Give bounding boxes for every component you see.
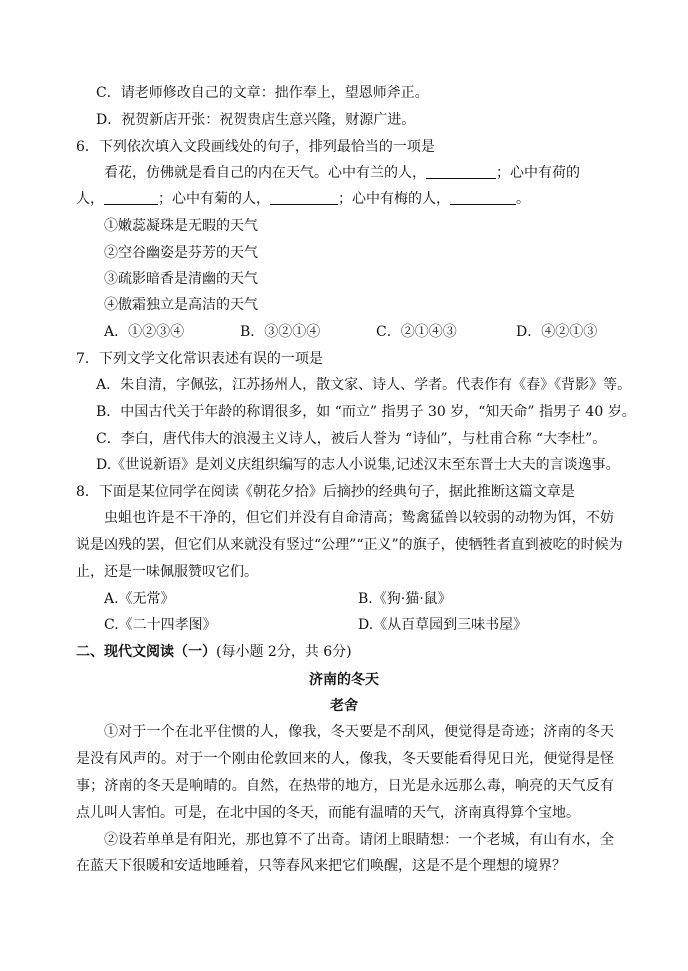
q6-stem: 6．下列依次填入文段画线处的句子，排列最恰当的一项是	[76, 139, 435, 155]
q6-passage-text: 看花，仿佛就是看自己的内在天气。心中有兰的人，	[104, 165, 426, 181]
q6-passage-text: ；心中有荷的	[496, 165, 580, 181]
q8-option-c: C.《二十四孝图》	[104, 617, 217, 633]
q6-passage-text: 人，	[76, 191, 104, 207]
q6-item: ②空谷幽姿是芬芳的天气	[104, 245, 258, 261]
q7-option-a: A．朱自清，字佩弦，江苏扬州人，散文家、诗人、学者。代表作有《春》《背影》等。	[96, 377, 632, 393]
q6-passage-line-2	[76, 186, 530, 213]
q8-option-b: B.《狗·猫·鼠》	[358, 591, 452, 607]
answer-blank	[270, 188, 338, 205]
q7-option-d: D.《世说新语》是刘义庆组织编写的志人小说集,记述汉末至东晋士大夫的言谈逸事。	[96, 457, 620, 473]
section-title: 二、现代文阅读（一）	[76, 644, 216, 660]
q8-passage-line: 虫蛆也许是不干净的，但它们并没有自命清高；鸷禽猛兽以较弱的动物为饵，不妨	[104, 510, 614, 526]
q5-option-c: C．请老师修改自己的文章：拙作奉上，望恩师斧正。	[96, 85, 429, 101]
section-heading	[76, 639, 352, 666]
q6-passage-line-1	[104, 160, 580, 187]
q6-option-c: C．②①④③	[376, 324, 457, 340]
q6-option-d: D．④②①③	[516, 324, 598, 340]
q7-option-c: C．李白，唐代伟大的浪漫主义诗人，被后人誉为 “诗仙”，与杜甫合称 “大李杜”。	[96, 431, 607, 447]
q6-item: ①嫩蕊凝珠是无暇的天气	[104, 218, 258, 234]
q6-option-a: A．①②③④	[104, 324, 185, 340]
paragraph-line: ②设若单单是有阳光，那也算不了出奇。请闭上眼睛想：一个老城，有山有水，全	[104, 832, 614, 848]
article-author: 老舍	[330, 698, 358, 714]
q7-stem: 7．下列文学文化常识表述有误的一项是	[76, 351, 323, 367]
q6-passage-text: ；心中有梅的人，	[338, 191, 450, 207]
answer-blank	[450, 188, 516, 205]
q8-passage-line: 说是凶残的罢，但它们从来就没有竖过“公理”“正义”的旗子，使牺牲者直到被吃的时候为	[76, 537, 623, 553]
answer-blank	[426, 162, 496, 179]
q6-item: ④傲霜独立是高洁的天气	[104, 297, 258, 313]
paragraph-line: 点儿叫人害怕。可是，在北中国的冬天，而能有温晴的天气，济南真得算个宝地。	[76, 805, 580, 821]
answer-blank	[104, 188, 158, 205]
q6-passage-text: 。	[516, 191, 530, 207]
q6-item: ③疏影暗香是清幽的天气	[104, 271, 258, 287]
paragraph-line: 在蓝天下很暖和安适地睡着，只等春风来把它们唤醒，这是不是个理想的境界？	[76, 858, 566, 874]
q8-option-a: A.《无常》	[104, 591, 175, 607]
section-note: (每小题 2分，共 6分)	[216, 644, 352, 660]
q8-option-d: D.《从百草园到三味书屋》	[358, 617, 528, 633]
q5-option-d: D．祝贺新店开张：祝贺贵店生意兴隆，财源广进。	[96, 112, 416, 128]
q6-option-b: B．③②①④	[240, 324, 321, 340]
q6-passage-text: ；心中有菊的人，	[158, 191, 270, 207]
q8-passage-line: 止，还是一味佩服赞叹它们。	[76, 564, 258, 580]
q8-stem: 8．下面是某位同学在阅读《朝花夕拾》后摘抄的经典句子，据此推断这篇文章是	[76, 484, 575, 500]
q7-option-b: B．中国古代关于年龄的称谓很多，如 “而立” 指男子 30 岁，“知天命” 指男子 40 岁。	[96, 404, 636, 420]
article-title: 济南的冬天	[309, 672, 379, 688]
paragraph-line: 事；济南的冬天是响晴的。自然，在热带的地方，日光是永远那么毒，响亮的天气反有	[76, 778, 614, 794]
paragraph-line: 是没有风声的。对于一个刚由伦敦回来的人，像我，冬天要能看得见日光，便觉得是怪	[76, 751, 614, 767]
paragraph-line: ①对于一个在北平住惯的人，像我，冬天要是不刮风，便觉得是奇迹；济南的冬天	[104, 724, 614, 740]
